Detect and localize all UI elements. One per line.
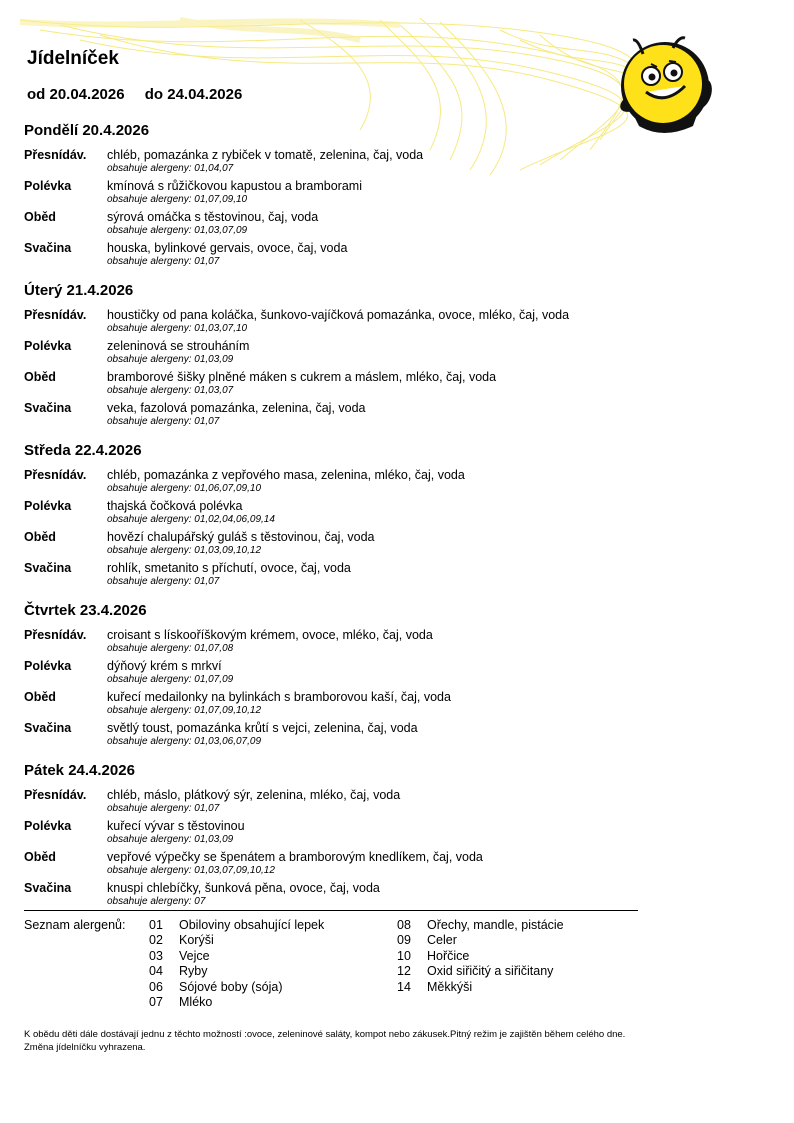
allergen-item <box>397 980 564 995</box>
allergen-item <box>397 949 564 964</box>
meal-row <box>24 721 644 752</box>
allergen-list-left <box>149 918 324 1010</box>
meal-allergens: obsahuje alergeny: 01,03,09 <box>107 834 234 845</box>
meal-row <box>24 210 644 241</box>
allergen-item <box>397 964 564 979</box>
divider <box>24 910 638 911</box>
meal-label: Polévka <box>24 819 72 833</box>
allergen-name: Celer <box>427 933 457 948</box>
allergen-list-right <box>397 918 564 995</box>
meal-allergens: obsahuje alergeny: 01,07 <box>107 416 220 427</box>
day-heading: Pátek 24.4.2026 <box>24 762 135 779</box>
meal-row <box>24 788 644 819</box>
date-from: od 20.04.2026 <box>27 86 125 103</box>
allergen-list-title: Seznam alergenů: <box>24 918 126 932</box>
meal-label: Polévka <box>24 179 72 193</box>
allergen-code: 10 <box>397 948 411 963</box>
meal-allergens: obsahuje alergeny: 01,07 <box>107 576 220 587</box>
meal-row <box>24 401 644 432</box>
meal-row <box>24 659 644 690</box>
meal-allergens: obsahuje alergeny: 01,04,07 <box>107 163 234 174</box>
allergen-name: Mléko <box>179 994 213 1009</box>
footer-note <box>24 1029 764 1054</box>
meal-description: houska, bylinkové gervais, ovoce, čaj, voda <box>107 241 348 255</box>
allergen-item <box>149 995 324 1010</box>
menu-days <box>24 120 644 920</box>
meal-description: kuřecí medailonky na bylinkách s bramborovou kaší, čaj, voda <box>107 690 451 704</box>
meal-description: dýňový krém s mrkví <box>107 659 222 673</box>
allergen-code: 01 <box>149 918 163 932</box>
allergen-name: Obiloviny obsahující lepek <box>179 918 325 932</box>
meal-row <box>24 561 644 592</box>
meal-description: houstičky od pana koláčka, šunkovo-vajíčková pomazánka, ovoce, mléko, čaj, voda <box>107 308 570 322</box>
meal-allergens: obsahuje alergeny: 01,03,07,09,10,12 <box>107 865 275 876</box>
meal-label: Polévka <box>24 659 72 673</box>
meal-label: Svačina <box>24 561 72 575</box>
meal-description: chléb, máslo, plátkový sýr, zelenina, mléko, čaj, voda <box>107 788 401 802</box>
meal-label: Svačina <box>24 881 72 895</box>
meal-allergens: obsahuje alergeny: 01,03,07,09 <box>107 225 248 236</box>
meal-label: Oběd <box>24 210 56 224</box>
meal-row <box>24 241 644 272</box>
day-heading: Úterý 21.4.2026 <box>24 282 134 299</box>
day-section <box>24 440 644 592</box>
meal-allergens: obsahuje alergeny: 01,07,09 <box>107 674 234 685</box>
meal-description: croisant s lískooříškovým krémem, ovoce, mléko, čaj, voda <box>107 628 433 642</box>
meal-row <box>24 850 644 881</box>
meal-description: hovězí chalupářský guláš s těstovinou, čaj, voda <box>107 530 375 544</box>
allergen-code: 02 <box>149 933 163 948</box>
date-to: do 24.04.2026 <box>144 86 243 103</box>
meal-label: Oběd <box>24 530 56 544</box>
meal-label: Svačina <box>24 401 72 415</box>
footer-line-1: K obědu děti dále dostávají jednu z těchto možností :ovoce, zeleninové saláty, kompot nebo zákusek.Pitný režim je zajištěn během celého dne. <box>24 1029 626 1040</box>
day-section <box>24 120 644 272</box>
meal-allergens: obsahuje alergeny: 01,07,08 <box>107 643 234 654</box>
allergen-item <box>149 964 324 979</box>
allergen-item <box>397 918 564 933</box>
meal-allergens: obsahuje alergeny: 01,06,07,09,10 <box>107 483 262 494</box>
meal-allergens: obsahuje alergeny: 01,07 <box>107 256 220 267</box>
meal-label: Oběd <box>24 850 56 864</box>
meal-label: Přesnídáv. <box>24 148 87 162</box>
meal-allergens: obsahuje alergeny: 01,07,09,10,12 <box>107 705 262 716</box>
day-section <box>24 600 644 752</box>
meal-description: bramborové šišky plněné máken s cukrem a máslem, mléko, čaj, voda <box>107 370 497 384</box>
allergen-name: Hořčice <box>427 948 470 963</box>
day-section <box>24 760 644 912</box>
allergen-code: 09 <box>397 933 411 948</box>
meal-row <box>24 530 644 561</box>
meal-row <box>24 179 644 210</box>
meal-row <box>24 499 644 530</box>
allergen-code: 08 <box>397 918 411 932</box>
meal-description: rohlík, smetanito s příchutí, ovoce, čaj, voda <box>107 561 351 575</box>
meal-description: knuspi chlebíčky, šunková pěna, ovoce, čaj, voda <box>107 881 380 895</box>
allergen-name: Ryby <box>179 964 208 979</box>
meal-label: Svačina <box>24 721 72 735</box>
meal-row <box>24 819 644 850</box>
meal-label: Oběd <box>24 370 56 384</box>
date-range <box>27 86 258 103</box>
meal-row <box>24 308 644 339</box>
meal-allergens: obsahuje alergeny: 07 <box>107 896 206 907</box>
meal-row <box>24 690 644 721</box>
meal-row <box>24 148 644 179</box>
meal-row <box>24 339 644 370</box>
allergen-item <box>149 949 324 964</box>
day-heading: Středa 22.4.2026 <box>24 442 142 459</box>
meal-description: vepřové výpečky se špenátem a bramborovým knedlíkem, čaj, voda <box>107 850 483 864</box>
meal-allergens: obsahuje alergeny: 01,03,06,07,09 <box>107 736 262 747</box>
meal-label: Svačina <box>24 241 72 255</box>
meal-label: Přesnídáv. <box>24 468 87 482</box>
allergen-item <box>149 933 324 948</box>
allergen-name: Měkkýši <box>427 979 473 994</box>
meal-description: veka, fazolová pomazánka, zelenina, čaj, voda <box>107 401 366 415</box>
allergen-name: Ořechy, mandle, pistácie <box>427 918 564 932</box>
meal-row <box>24 468 644 499</box>
meal-allergens: obsahuje alergeny: 01,07 <box>107 803 220 814</box>
meal-description: kmínová s růžičkovou kapustou a bramborami <box>107 179 362 193</box>
meal-row <box>24 628 644 659</box>
allergen-name: Vejce <box>179 948 210 963</box>
allergen-name: Oxid siřičitý a siřičitany <box>427 964 554 979</box>
allergen-name: Korýši <box>179 933 214 948</box>
allergen-code: 14 <box>397 979 411 994</box>
meal-label: Polévka <box>24 339 72 353</box>
footer-line-2: Změna jídelníčku vyhrazena. <box>24 1041 146 1053</box>
meal-allergens: obsahuje alergeny: 01,02,04,06,09,14 <box>107 514 275 525</box>
meal-description: chléb, pomazánka z rybiček v tomatě, zelenina, čaj, voda <box>107 148 424 162</box>
page-title: Jídelníček <box>27 48 119 69</box>
meal-allergens: obsahuje alergeny: 01,03,07,10 <box>107 323 248 334</box>
meal-label: Přesnídáv. <box>24 628 87 642</box>
allergen-item <box>149 918 324 933</box>
allergen-code: 07 <box>149 994 163 1009</box>
meal-label: Oběd <box>24 690 56 704</box>
allergen-code: 04 <box>149 964 163 979</box>
meal-label: Přesnídáv. <box>24 788 87 802</box>
day-heading: Čtvrtek 23.4.2026 <box>24 602 147 619</box>
meal-description: chléb, pomazánka z vepřového masa, zelenina, mléko, čaj, voda <box>107 468 465 482</box>
meal-description: zeleninová se strouháním <box>107 339 250 353</box>
meal-allergens: obsahuje alergeny: 01,03,09 <box>107 354 234 365</box>
meal-description: světlý toust, pomazánka krůtí s vejci, zelenina, čaj, voda <box>107 721 418 735</box>
allergen-item <box>149 980 324 995</box>
allergen-code: 03 <box>149 948 163 963</box>
meal-label: Polévka <box>24 499 72 513</box>
meal-allergens: obsahuje alergeny: 01,03,09,10,12 <box>107 545 262 556</box>
allergen-item <box>397 933 564 948</box>
meal-row <box>24 881 644 912</box>
meal-description: sýrová omáčka s těstovinou, čaj, voda <box>107 210 319 224</box>
day-heading: Pondělí 20.4.2026 <box>24 122 150 139</box>
allergen-name: Sójové boby (sója) <box>179 979 283 994</box>
allergen-code: 12 <box>397 964 411 979</box>
day-section <box>24 280 644 432</box>
meal-allergens: obsahuje alergeny: 01,07,09,10 <box>107 194 248 205</box>
meal-allergens: obsahuje alergeny: 01,03,07 <box>107 385 234 396</box>
allergen-code: 06 <box>149 979 163 994</box>
meal-description: kuřecí vývar s těstovinou <box>107 819 245 833</box>
meal-description: thajská čočková polévka <box>107 499 243 513</box>
meal-label: Přesnídáv. <box>24 308 87 322</box>
meal-row <box>24 370 644 401</box>
